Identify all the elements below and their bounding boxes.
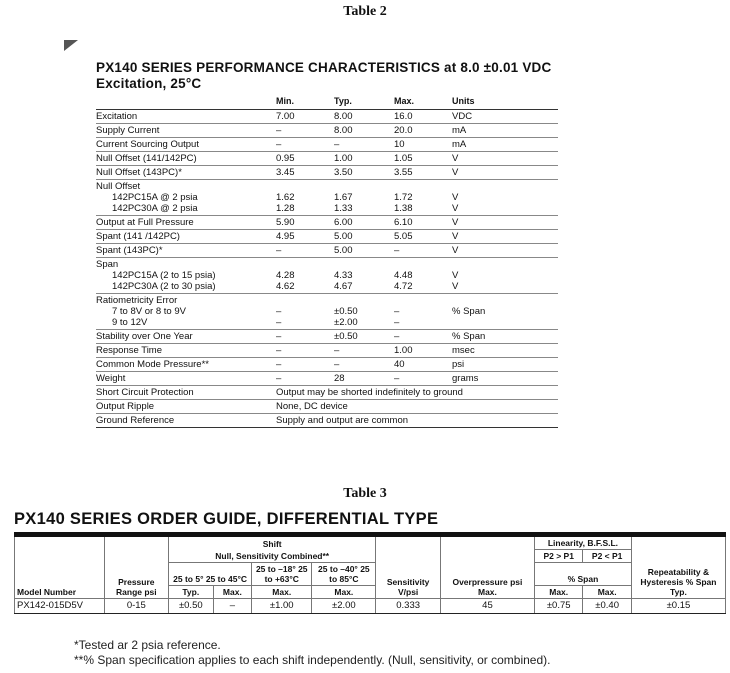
table-row: [96, 230, 558, 244]
row-label-line: 142PC30A (2 to 30 psia): [112, 281, 216, 292]
cell-min: [276, 258, 334, 294]
cell-units: [452, 294, 558, 330]
value-line: 28: [334, 373, 345, 384]
table-row: [15, 599, 726, 614]
cell-typ: [334, 138, 394, 152]
value-line: V: [452, 167, 459, 178]
value-line: % Span: [452, 331, 486, 342]
row-label-line: Excitation: [96, 111, 138, 122]
table-row: [96, 258, 558, 294]
value-line: 0.95: [276, 153, 295, 164]
cell-typ: [334, 216, 394, 230]
cell-model: PX142-015D5V: [15, 599, 105, 614]
cell-min: [276, 230, 334, 244]
table-header-row: [96, 95, 558, 110]
row-label-line: Weight: [96, 373, 126, 384]
value-line: 1.38: [394, 203, 413, 214]
cell-min: [276, 294, 334, 330]
cell-units: [452, 344, 558, 358]
cell-max: [394, 216, 452, 230]
value-line: –: [394, 331, 400, 342]
cell-repeatability: ±0.15: [631, 599, 725, 614]
cell-label: [96, 216, 276, 230]
value-line: 5.05: [394, 231, 413, 242]
table-row: [96, 400, 558, 414]
table-row: [96, 294, 558, 330]
cell-max: [394, 110, 452, 124]
header-max: Max.: [213, 586, 252, 599]
value-line: –: [276, 139, 282, 150]
value-line: ±2.00: [334, 317, 358, 328]
cell-label: [96, 294, 276, 330]
cell-label: [96, 358, 276, 372]
cell-label: [96, 330, 276, 344]
cell-min: [276, 152, 334, 166]
footnote: **% Span specification applies to each shift independently. (Null, sensitivity, or combined).: [74, 653, 551, 667]
value-line: ±0.50: [334, 306, 358, 317]
value-line: V: [452, 245, 459, 256]
cell-value: Output may be shorted indefinitely to ground: [276, 386, 558, 400]
row-label-line: Ratiometricity Error: [96, 295, 178, 306]
cell-typ: [334, 152, 394, 166]
cell-typ: [334, 344, 394, 358]
table3-caption: Table 3: [343, 486, 387, 501]
value-line: 10: [394, 139, 405, 150]
value-line: V: [452, 203, 459, 214]
cell-units: [452, 180, 558, 216]
header-max: Max.: [252, 586, 312, 599]
row-label-line: Supply Current: [96, 125, 160, 136]
cell-label: [96, 152, 276, 166]
header-range-2: 25 to –18° 25 to +63°C: [252, 563, 312, 586]
cell-shift1-max: –: [213, 599, 252, 614]
cell-typ: [334, 372, 394, 386]
cell-min: [276, 216, 334, 230]
value-line: 3.45: [276, 167, 295, 178]
row-label-line: Spant (141 /142PC): [96, 231, 180, 242]
value-line: 1.67: [334, 192, 353, 203]
cell-typ: [334, 110, 394, 124]
cell-units: [452, 230, 558, 244]
table-row: [96, 414, 558, 428]
value-line: V: [452, 270, 459, 281]
value-line: 6.00: [334, 217, 353, 228]
cell-typ: [334, 258, 394, 294]
value-line: 8.00: [334, 111, 353, 122]
value-line: [394, 259, 452, 270]
cell-max: [394, 294, 452, 330]
header-shift: Shift: [169, 535, 376, 550]
value-line: 40: [394, 359, 405, 370]
row-label-line: Output at Full Pressure: [96, 217, 194, 228]
value-line: –: [276, 359, 282, 370]
cell-units: [452, 138, 558, 152]
cell-label: [96, 230, 276, 244]
header-p2-gt-p1: P2 > P1: [534, 550, 582, 563]
cell-label: [96, 110, 276, 124]
cell-max: [394, 330, 452, 344]
header-max: Max.: [312, 586, 376, 599]
row-label-line: Null Offset: [96, 181, 141, 192]
value-line: 4.95: [276, 231, 295, 242]
value-line: 7.00: [276, 111, 295, 122]
value-line: V: [452, 231, 459, 242]
value-line: –: [334, 359, 340, 370]
header-max: Max.: [583, 586, 631, 599]
cell-units: [452, 372, 558, 386]
table-row: [96, 372, 558, 386]
value-line: 4.28: [276, 270, 295, 281]
table-row: [96, 358, 558, 372]
table2-title-line1: PX140 SERIES PERFORMANCE CHARACTERISTICS at 8.0 ±0.01 VDC: [96, 60, 552, 75]
cell-max: [394, 344, 452, 358]
value-line: 3.50: [334, 167, 353, 178]
value-line: –: [334, 345, 340, 356]
header-cell: Min.: [276, 95, 334, 110]
value-line: –: [394, 373, 400, 384]
cell-value: Supply and output are common: [276, 414, 558, 428]
table-row: [96, 244, 558, 258]
value-line: –: [394, 317, 400, 328]
table-row: [96, 180, 558, 216]
cell-range: 0-15: [104, 599, 168, 614]
value-line: [334, 259, 394, 270]
row-label-line: Null Offset (141/142PC): [96, 153, 197, 164]
table-row: [96, 138, 558, 152]
value-line: 1.05: [394, 153, 413, 164]
value-line: 8.00: [334, 125, 353, 136]
value-line: [394, 295, 452, 306]
value-line: 4.33: [334, 270, 353, 281]
cell-shift1-typ: ±0.50: [169, 599, 214, 614]
value-line: 5.90: [276, 217, 295, 228]
cell-min: [276, 180, 334, 216]
cell-label: Ground Reference: [96, 414, 276, 428]
value-line: 4.62: [276, 281, 295, 292]
cell-min: [276, 110, 334, 124]
value-line: 1.28: [276, 203, 295, 214]
value-line: V: [452, 153, 459, 164]
table2-caption: Table 2: [343, 4, 387, 19]
cell-label: Short Circuit Protection: [96, 386, 276, 400]
value-line: % Span: [452, 306, 486, 317]
value-line: 16.0: [394, 111, 413, 122]
cell-units: [452, 358, 558, 372]
table-row: [96, 166, 558, 180]
cell-min: [276, 358, 334, 372]
cell-linearity-p2lt: ±0.40: [583, 599, 631, 614]
row-label-line: Response Time: [96, 345, 163, 356]
header-pressure-range: Pressure Range psi: [104, 535, 168, 599]
value-line: [452, 181, 558, 192]
cell-max: [394, 358, 452, 372]
table2-title-line2: Excitation, 25°C: [96, 76, 202, 91]
value-line: –: [276, 317, 282, 328]
cell-max: [394, 244, 452, 258]
row-label-line: 142PC15A (2 to 15 psia): [112, 270, 216, 281]
cell-typ: [334, 330, 394, 344]
cell-label: [96, 124, 276, 138]
cell-shift3-max: ±2.00: [312, 599, 376, 614]
value-line: –: [276, 331, 282, 342]
cell-linearity-p2gt: ±0.75: [534, 599, 582, 614]
cell-min: [276, 244, 334, 258]
header-overpressure: Overpressure psi Max.: [440, 535, 534, 599]
value-line: 1.33: [334, 203, 353, 214]
performance-table: [96, 95, 558, 428]
cell-max: [394, 166, 452, 180]
header-linearity: Linearity, B.F.S.L.: [534, 535, 631, 550]
row-label-line: Span: [96, 259, 119, 270]
table2-title: [96, 60, 551, 92]
cell-min: [276, 372, 334, 386]
cell-typ: [334, 124, 394, 138]
value-line: [334, 295, 394, 306]
cell-label: [96, 244, 276, 258]
value-line: 1.00: [334, 153, 353, 164]
value-line: 1.72: [394, 192, 413, 203]
cell-units: [452, 244, 558, 258]
cell-min: [276, 138, 334, 152]
header-p2-lt-p1: P2 < P1: [583, 550, 631, 563]
cell-typ: [334, 358, 394, 372]
row-label-line: Null Offset (143PC)*: [96, 167, 182, 178]
value-line: –: [394, 245, 400, 256]
value-line: –: [276, 306, 282, 317]
row-label-line: 9 to 12V: [112, 317, 148, 328]
table-row: [96, 152, 558, 166]
row-label-line: 142PC30A @ 2 psia: [112, 203, 198, 214]
row-label-line: Current Sourcing Output: [96, 139, 199, 150]
value-line: mA: [452, 139, 467, 150]
value-line: 4.48: [394, 270, 413, 281]
value-line: 1.00: [394, 345, 413, 356]
value-line: [452, 317, 558, 328]
value-line: 4.67: [334, 281, 353, 292]
cell-label: [96, 372, 276, 386]
value-line: –: [276, 245, 282, 256]
value-line: msec: [452, 345, 475, 356]
cell-max: [394, 230, 452, 244]
cell-min: [276, 124, 334, 138]
cell-max: [394, 152, 452, 166]
cell-label: [96, 166, 276, 180]
cell-min: [276, 166, 334, 180]
header-cell: Typ.: [334, 95, 394, 110]
value-line: –: [334, 139, 340, 150]
row-label-line: 142PC15A @ 2 psia: [112, 192, 198, 203]
cell-min: [276, 330, 334, 344]
table-row: [96, 344, 558, 358]
value-line: 5.00: [334, 231, 353, 242]
table-row: [96, 216, 558, 230]
table-row: [96, 124, 558, 138]
cell-typ: [334, 244, 394, 258]
cell-max: [394, 180, 452, 216]
value-line: –: [276, 373, 282, 384]
value-line: V: [452, 192, 459, 203]
value-line: [452, 295, 558, 306]
table-header-row: [15, 535, 726, 550]
table-row: [96, 110, 558, 124]
cell-typ: [334, 180, 394, 216]
table-row: [96, 386, 558, 400]
value-line: –: [276, 125, 282, 136]
cell-units: [452, 124, 558, 138]
cell-typ: [334, 166, 394, 180]
row-label-line: Common Mode Pressure**: [96, 359, 209, 370]
cell-units: [452, 216, 558, 230]
cell-value: None, DC device: [276, 400, 558, 414]
header-cell: [96, 95, 276, 110]
cell-label: [96, 180, 276, 216]
header-range-1: 25 to 5° 25 to 45°C: [169, 563, 252, 586]
cell-label: [96, 258, 276, 294]
cell-max: [394, 372, 452, 386]
table-row: [96, 330, 558, 344]
header-cell: Units: [452, 95, 558, 110]
footnote: *Tested ar 2 psia reference.: [74, 638, 221, 652]
row-label-line: Stability over One Year: [96, 331, 193, 342]
value-line: psi: [452, 359, 465, 370]
cell-label: [96, 138, 276, 152]
value-line: 4.72: [394, 281, 413, 292]
triangle-marker-icon: [64, 40, 78, 51]
value-line: 1.62: [276, 192, 295, 203]
cell-overpressure: 45: [440, 599, 534, 614]
cell-units: [452, 166, 558, 180]
value-line: V: [452, 281, 459, 292]
value-line: VDC: [452, 111, 473, 122]
table3-title: PX140 SERIES ORDER GUIDE, DIFFERENTIAL TYPE: [14, 510, 439, 528]
cell-max: [394, 138, 452, 152]
value-line: 20.0: [394, 125, 413, 136]
cell-min: [276, 344, 334, 358]
cell-sensitivity: 0.333: [376, 599, 441, 614]
header-repeatability: Repeatability & Hysteresis % Span Typ.: [631, 535, 725, 599]
value-line: mA: [452, 125, 467, 136]
value-line: 6.10: [394, 217, 413, 228]
header-shift-sub: Null, Sensitivity Combined**: [169, 550, 376, 563]
cell-label: Output Ripple: [96, 400, 276, 414]
row-label-line: Spant (143PC)*: [96, 245, 163, 256]
cell-units: [452, 330, 558, 344]
cell-units: [452, 258, 558, 294]
header-max: Max.: [534, 586, 582, 599]
cell-typ: [334, 230, 394, 244]
cell-shift2-max: ±1.00: [252, 599, 312, 614]
row-label-line: 7 to 8V or 8 to 9V: [112, 306, 186, 317]
cell-units: [452, 152, 558, 166]
cell-units: [452, 110, 558, 124]
value-line: –: [276, 345, 282, 356]
order-guide-table: [14, 532, 726, 614]
value-line: V: [452, 217, 459, 228]
value-line: 5.00: [334, 245, 353, 256]
header-range-3: 25 to –40° 25 to 85°C: [312, 563, 376, 586]
cell-typ: [334, 294, 394, 330]
value-line: –: [394, 306, 400, 317]
cell-label: [96, 344, 276, 358]
header-typ: Typ.: [169, 586, 214, 599]
header-cell: Max.: [394, 95, 452, 110]
value-line: grams: [452, 373, 479, 384]
value-line: [276, 181, 334, 192]
value-line: [276, 259, 334, 270]
value-line: [394, 181, 452, 192]
cell-max: [394, 124, 452, 138]
header-model: Model Number: [15, 535, 105, 599]
header-sensitivity: Sensitivity V/psi: [376, 535, 441, 599]
value-line: [452, 259, 558, 270]
value-line: [276, 295, 334, 306]
value-line: [334, 181, 394, 192]
cell-max: [394, 258, 452, 294]
value-line: 3.55: [394, 167, 413, 178]
value-line: ±0.50: [334, 331, 358, 342]
header-percent-span: % Span: [534, 563, 631, 586]
